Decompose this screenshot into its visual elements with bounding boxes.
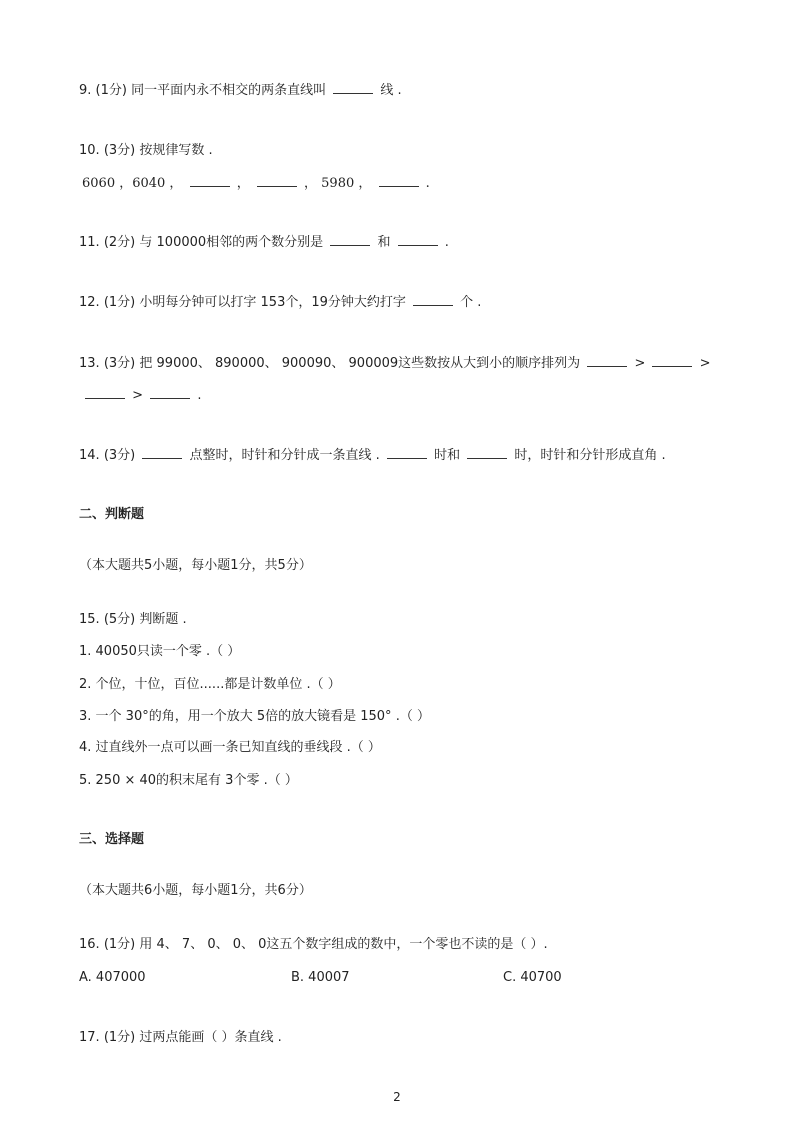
question-14: 14. (3分) 点整时，时针和分针成一条直线 . 时和 时，时针和分针形成直角 . [79, 448, 666, 463]
question-13-cont: > . [82, 386, 201, 405]
answer-blank[interactable] [587, 354, 627, 367]
question-15: 15. (5分) 判断题 . [79, 612, 187, 627]
judge-item: 3. 一个 30°的角，用一个放大 5倍的放大镜看是 150° .（ ） [79, 709, 430, 724]
judge-item: 1. 40050只读一个零 .（ ） [79, 644, 241, 659]
answer-blank[interactable] [142, 446, 182, 459]
option-c[interactable]: C. 40700 [503, 970, 562, 985]
judge-item: 4. 过直线外一点可以画一条已知直线的垂线段 .（ ） [79, 740, 381, 755]
page-number: 2 [393, 1090, 401, 1104]
question-16: 16. (1分) 用 4、 7、 0、 0、 0这五个数字组成的数中，一个零也不读的是（ ）. [79, 937, 548, 952]
answer-blank[interactable] [150, 386, 190, 399]
section-note: （本大题共5小题，每小题1分，共5分） [79, 558, 312, 573]
answer-blank[interactable] [467, 446, 507, 459]
question-9: 9. (1分) 同一平面内永不相交的两条直线叫 线 . [79, 83, 402, 98]
section-note: （本大题共6小题，每小题1分，共6分） [79, 883, 312, 898]
answer-blank[interactable] [379, 174, 419, 187]
answer-blank[interactable] [257, 174, 297, 187]
answer-blank[interactable] [398, 233, 438, 246]
judge-item: 5. 250 × 40的积末尾有 3个零 .（ ） [79, 773, 298, 788]
question-12: 12. (1分) 小明每分钟可以打字 153个，19分钟大约打字 个 . [79, 295, 482, 310]
answer-blank[interactable] [190, 174, 230, 187]
section-title: 二、判断题 [79, 507, 145, 522]
answer-blank[interactable] [330, 233, 370, 246]
answer-blank[interactable] [85, 386, 125, 399]
option-a[interactable]: A. 407000 [79, 970, 146, 985]
answer-blank[interactable] [652, 354, 692, 367]
judge-item: 2. 个位，十位，百位......都是计数单位 .（ ） [79, 677, 341, 692]
answer-blank[interactable] [333, 81, 373, 94]
section-title: 三、选择题 [79, 832, 145, 847]
question-13: 13. (3分) 把 99000、 890000、 900090、 900009这些数按从大到小的顺序排列为 > > [79, 356, 711, 371]
answer-blank[interactable] [387, 446, 427, 459]
question-10: 10. (3分) 按规律写数 . [79, 143, 213, 158]
option-b[interactable]: B. 40007 [291, 970, 350, 985]
answer-blank[interactable] [413, 293, 453, 306]
question-17: 17. (1分) 过两点能画（ ）条直线 . [79, 1030, 282, 1045]
question-11: 11. (2分) 与 100000相邻的两个数分别是 和 . [79, 235, 449, 250]
question-10-sequence: 6060 ，6040 ， ， ， 5980 ， . [82, 176, 430, 191]
